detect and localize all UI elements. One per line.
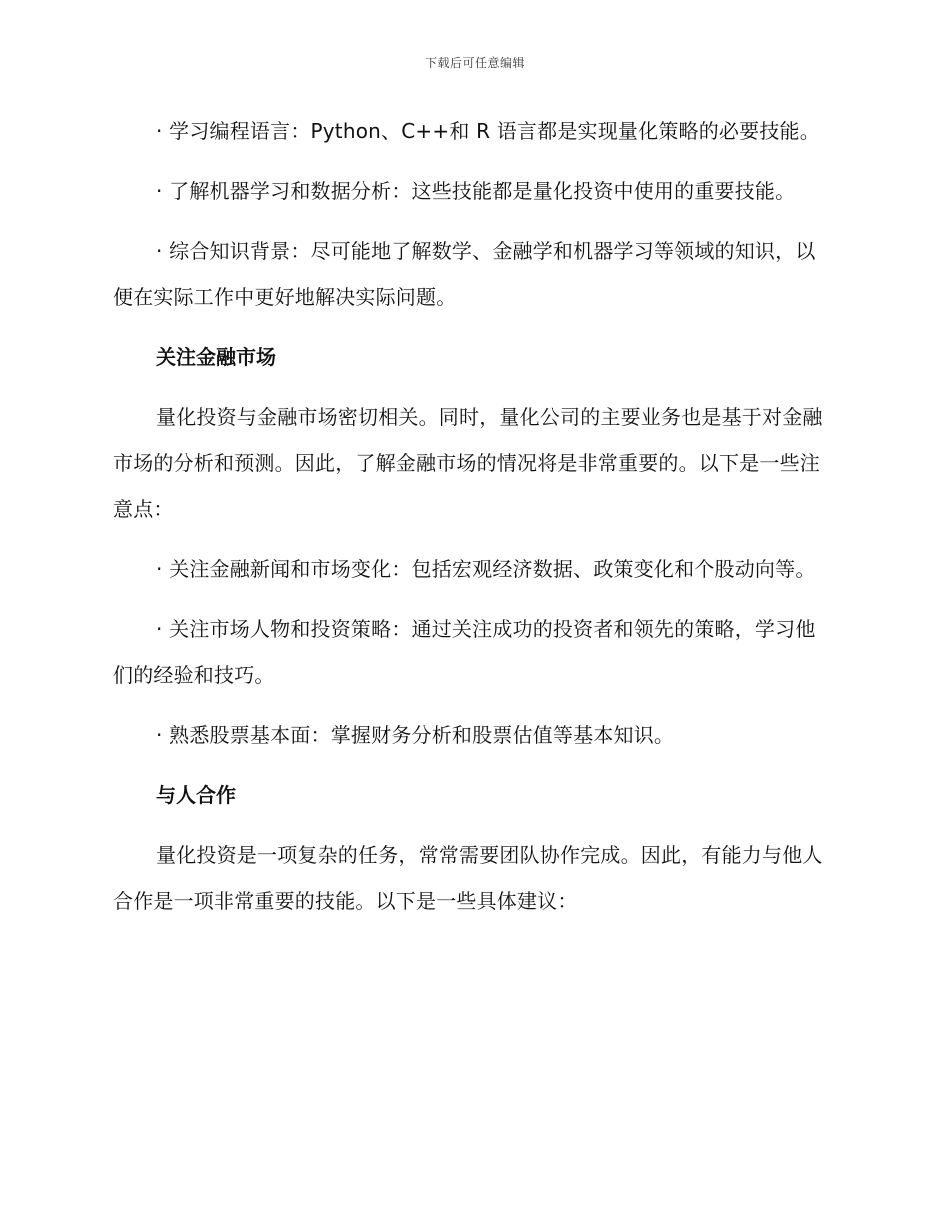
bullet-programming: · 学习编程语言：Python、C++和 R 语言都是实现量化策略的必要技能。	[156, 119, 820, 143]
section-paragraph-cooperation: 量化投资是一项复杂的任务，常常需要团队协作完成。因此，有能力与他人合作是一项非常重要的技能。以下是一些具体建议：	[113, 843, 823, 913]
document-body	[113, 108, 833, 938]
bullet-investors-strategy: · 关注市场人物和投资策略：通过关注成功的投资者和领先的策略，学习他们的经验和技巧。	[113, 617, 816, 687]
bullet-stock-fundamentals: · 熟悉股票基本面：掌握财务分析和股票估值等基本知识。	[156, 723, 675, 747]
section-heading-cooperation: 与人合作	[156, 783, 236, 807]
section-heading-financial-market: 关注金融市场	[156, 345, 276, 369]
bullet-news-market: · 关注金融新闻和市场变化：包括宏观经济数据、政策变化和个股动向等。	[156, 557, 816, 581]
page-header: 下载后可任意编辑	[424, 56, 525, 70]
bullet-machine-learning: · 了解机器学习和数据分析：这些技能都是量化投资中使用的重要技能。	[156, 179, 796, 203]
section-paragraph-financial-market: 量化投资与金融市场密切相关。同时，量化公司的主要业务也是基于对金融市场的分析和预测。因此，了解金融市场的情况将是非常重要的。以下是一些注意点：	[113, 405, 823, 521]
bullet-knowledge-background: · 综合知识背景：尽可能地了解数学、金融学和机器学习等领域的知识，以便在实际工作中更好地解决实际问题。	[113, 239, 816, 309]
